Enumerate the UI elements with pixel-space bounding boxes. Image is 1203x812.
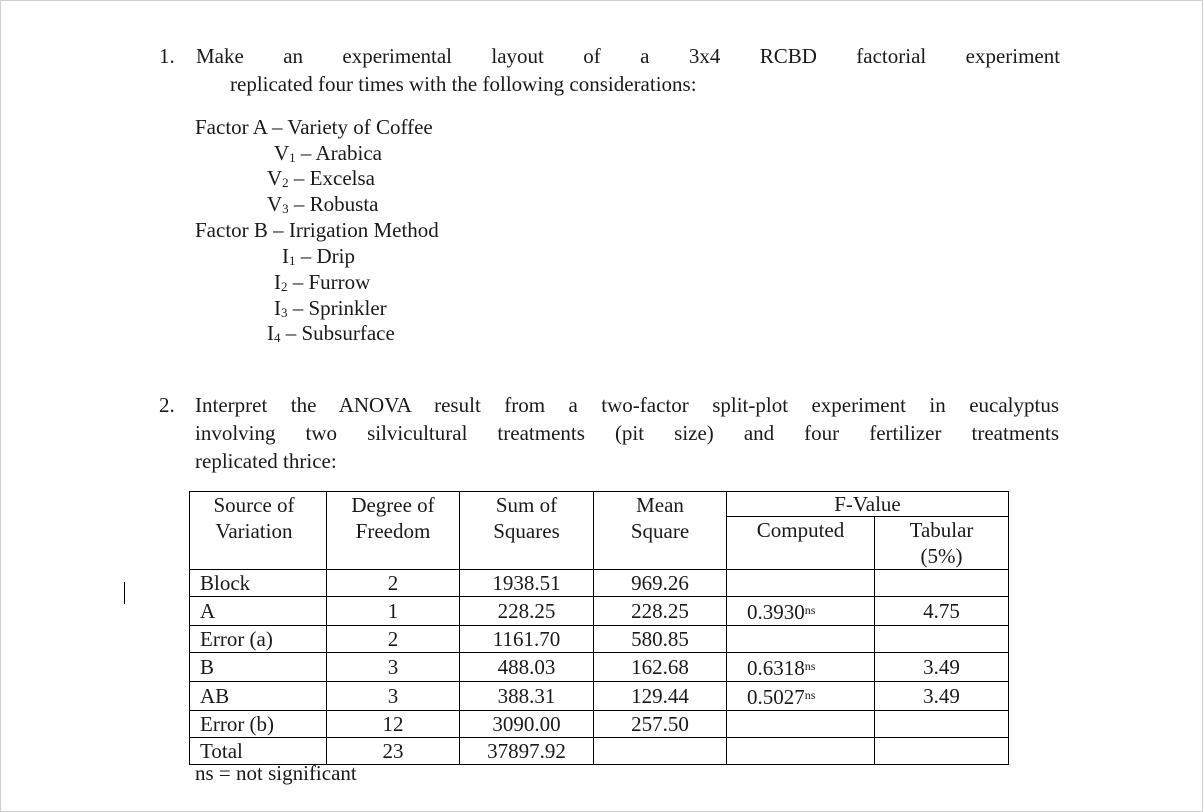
cell-ms: 162.68 — [594, 653, 727, 682]
header-ss-label: Sum of Squares — [493, 493, 560, 543]
computed-value: 0.6318 — [747, 656, 805, 680]
cell-source: Total — [190, 738, 327, 765]
cell-ms: 969.26 — [594, 570, 727, 597]
question-2-text — [195, 391, 1059, 475]
level-name: – Arabica — [295, 141, 382, 165]
cell-ss: 1938.51 — [460, 570, 594, 597]
computed-value: 0.3930 — [747, 600, 805, 624]
question-2-number: 2. — [159, 393, 175, 417]
cell-df: 2 — [327, 570, 460, 597]
cell-computed — [727, 597, 875, 626]
factor-a-level — [267, 192, 379, 221]
level-sub: 3 — [281, 305, 288, 320]
table-row — [190, 711, 1009, 738]
anova-table — [189, 491, 1009, 765]
level-code: I — [274, 270, 281, 294]
q1-word: an — [283, 44, 304, 68]
cell-computed — [727, 570, 875, 597]
factor-a-title: Factor A – Variety of Coffee — [195, 115, 433, 139]
header-fvalue: F-Value — [727, 492, 1009, 517]
table-row — [190, 570, 1009, 597]
header-source — [190, 492, 327, 570]
level-sub: 2 — [281, 279, 288, 294]
q1-word: of — [583, 44, 601, 68]
level-code: V — [267, 192, 283, 216]
table-row — [190, 597, 1009, 626]
cell-ms: 257.50 — [594, 711, 727, 738]
cell-df: 2 — [327, 626, 460, 653]
q2-line: Interpret the ANOVA result from a two-factor split-plot experiment in eucalyptus — [195, 393, 1059, 417]
header-ms — [594, 492, 727, 570]
table-row — [190, 626, 1009, 653]
level-name: – Drip — [295, 244, 355, 268]
header-tabular — [875, 517, 1009, 570]
q1-word: experimental — [342, 44, 453, 68]
level-name: – Subsurface — [280, 321, 395, 345]
q1-word: factorial — [856, 44, 927, 68]
cell-tabular: 4.75 — [875, 597, 1009, 626]
cell-source: Error (a) — [190, 626, 327, 653]
question-1-line-1 — [196, 43, 1060, 70]
q1-word: Make — [196, 44, 244, 68]
level-name: – Furrow — [287, 270, 371, 294]
q1-word: layout — [491, 44, 544, 68]
cell-tabular — [875, 626, 1009, 653]
ns-marker: ns — [804, 659, 816, 673]
factor-b-level — [267, 321, 395, 350]
cell-ss: 228.25 — [460, 597, 594, 626]
level-name: – Excelsa — [288, 166, 375, 190]
level-name: – Robusta — [288, 192, 379, 216]
cell-source: Error (b) — [190, 711, 327, 738]
factor-b-level — [274, 270, 370, 299]
cell-computed — [727, 738, 875, 765]
q1-word: a — [640, 44, 650, 68]
cell-ss: 388.31 — [460, 682, 594, 711]
question-1-number: 1. — [159, 44, 175, 68]
level-code: I — [267, 321, 274, 345]
header-ss — [460, 492, 594, 570]
level-sub: 1 — [289, 253, 296, 268]
q1-word: 3x4 — [688, 44, 721, 68]
level-code: I — [282, 244, 289, 268]
level-sub: 2 — [282, 175, 289, 190]
level-code: V — [274, 141, 290, 165]
header-ms-label: Mean Square — [630, 493, 690, 543]
cell-tabular — [875, 738, 1009, 765]
cell-source: AB — [190, 682, 327, 711]
q1-word: experiment — [965, 44, 1061, 68]
q2-line: involving two silvicultural treatments (pit size) and four fertilizer treatments — [195, 421, 1059, 445]
cell-tabular: 3.49 — [875, 682, 1009, 711]
computed-value: 0.5027 — [747, 685, 805, 709]
text-cursor — [124, 582, 125, 604]
ns-marker: ns — [804, 603, 816, 617]
level-sub: 4 — [274, 330, 281, 345]
footnote: ns = not significant — [195, 761, 357, 785]
ns-marker: ns — [804, 688, 816, 702]
cell-tabular — [875, 570, 1009, 597]
cell-tabular — [875, 711, 1009, 738]
cell-computed — [727, 711, 875, 738]
cell-tabular: 3.49 — [875, 653, 1009, 682]
header-source-label: Source of Variation — [213, 493, 295, 543]
level-code: I — [274, 296, 281, 320]
cell-computed — [727, 626, 875, 653]
level-code: V — [267, 166, 283, 190]
level-sub: 3 — [282, 201, 289, 216]
level-name: – Sprinkler — [287, 296, 387, 320]
cell-ss: 37897.92 — [460, 738, 594, 765]
cell-computed — [727, 682, 875, 711]
header-df — [327, 492, 460, 570]
cell-ss: 1161.70 — [460, 626, 594, 653]
cell-source: B — [190, 653, 327, 682]
factor-b-level — [282, 244, 355, 273]
cell-ms: 228.25 — [594, 597, 727, 626]
header-tabular-label: Tabular (5%) — [909, 518, 974, 568]
factor-b-title: Factor B – Irrigation Method — [195, 218, 439, 242]
cell-df: 23 — [327, 738, 460, 765]
cell-source: Block — [190, 570, 327, 597]
cell-ss: 488.03 — [460, 653, 594, 682]
cell-computed — [727, 653, 875, 682]
q2-line: replicated thrice: — [195, 449, 337, 473]
cell-ms: 129.44 — [594, 682, 727, 711]
cell-df: 3 — [327, 682, 460, 711]
level-sub: 1 — [289, 150, 296, 165]
cell-source: A — [190, 597, 327, 626]
table-row — [190, 653, 1009, 682]
cell-df: 1 — [327, 597, 460, 626]
cell-ms: 580.85 — [594, 626, 727, 653]
header-df-label: Degree of Freedom — [351, 493, 435, 543]
question-1-line-2: replicated four times with the following considerations: — [230, 72, 697, 96]
factor-a-level — [267, 166, 375, 195]
q1-word: RCBD — [759, 44, 817, 68]
cell-ms — [594, 738, 727, 765]
header-row — [190, 492, 1009, 517]
header-computed: Computed — [727, 517, 875, 570]
cell-ss: 3090.00 — [460, 711, 594, 738]
cell-df: 12 — [327, 711, 460, 738]
table-row — [190, 682, 1009, 711]
cell-df: 3 — [327, 653, 460, 682]
